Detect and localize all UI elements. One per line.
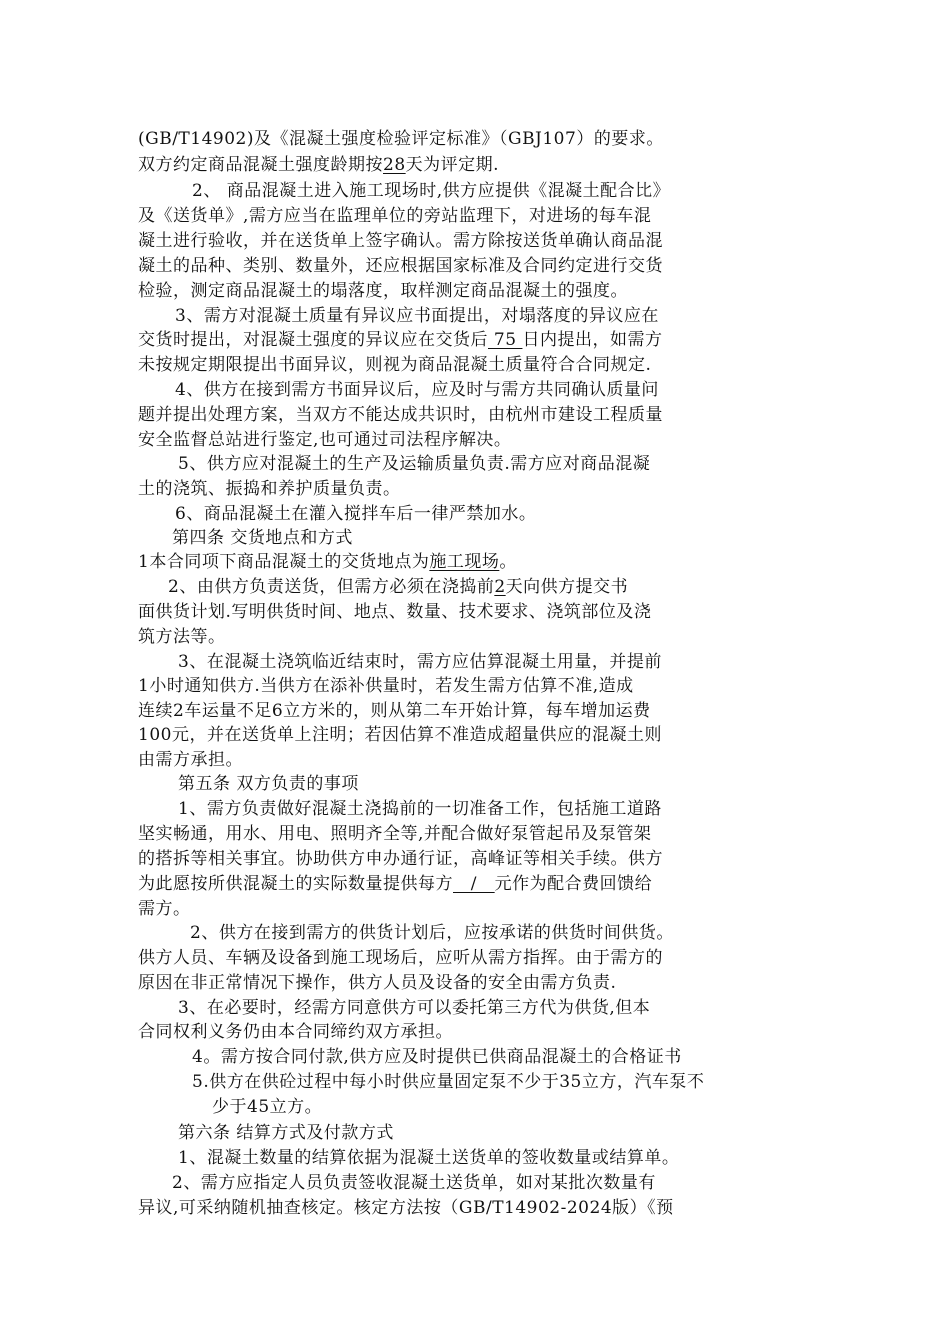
text-line: 4。需方按合同付款,供方应及时提供已供商品混凝土的合格证书 (192, 1047, 682, 1067)
filled-blank: / (453, 874, 495, 894)
text-line: 3、需方对混凝土质量有异议应书面提出，对塌落度的异议应在 (175, 306, 659, 326)
text-line: 供方人员、车辆及设备到施工现场后，应听从需方指挥。由于需方的 (138, 948, 663, 968)
text-line: 连续2车运量不足6立方米的，则从第二车开始计算，每车增加运费 (138, 701, 651, 721)
filled-blank: 75 (488, 330, 523, 350)
text-line: 2、供方在接到需方的供货计划后，应按承诺的供货时间供货。 (190, 923, 674, 943)
text-line (138, 328, 662, 352)
text-run: 。 (499, 552, 517, 572)
text-line: 土的浇筑、振捣和养护质量负责。 (138, 479, 401, 499)
text-line: 3、在必要时，经需方同意供方可以委托第三方代为供货,但本 (178, 998, 651, 1018)
text-line: 面供货计划.写明供货时间、地点、数量、技术要求、浇筑部位及浇 (138, 602, 652, 622)
text-run: 2、由供方负责送货，但需方必须在浇捣前 (168, 577, 495, 597)
text-line: 凝土进行验收，并在送货单上签字确认。需方除按送货单确认商品混 (138, 231, 663, 251)
text-line: 由需方承担。 (138, 750, 243, 770)
text-line: 原因在非正常情况下操作，供方人员及设备的安全由需方负责. (138, 973, 617, 993)
text-line: 坚实畅通，用水、用电、照明齐全等,并配合做好泵管起吊及泵管架 (138, 824, 652, 844)
text-line: 及《送货单》,需方应当在监理单位的旁站监理下，对进场的每车混 (138, 206, 652, 226)
text-line (138, 153, 499, 177)
text-line: 5、供方应对混凝土的生产及运输质量负责.需方应对商品混凝 (178, 454, 651, 474)
text-run: 1本合同项下商品混凝土的交货地点为 (138, 552, 430, 572)
text-line: 凝土的品种、类别、数量外，还应根据国家标准及合同约定进行交货 (138, 256, 663, 276)
filled-blank: 28 (383, 155, 406, 175)
text-line: 6、商品混凝土在灌入搅拌车后一律严禁加水。 (175, 504, 537, 524)
filled-blank: 2 (494, 577, 506, 597)
text-line (138, 872, 652, 896)
text-line: (GB/T14902)及《混凝土强度检验评定标准》（GBJ107）的要求。 (138, 129, 664, 149)
text-line: 的搭拆等相关事宜。协助供方申办通行证，高峰证等相关手续。供方 (138, 849, 663, 869)
text-line: 4、供方在接到需方书面异议后，应及时与需方共同确认质量问 (175, 380, 659, 400)
text-line: 需方。 (138, 899, 191, 919)
filled-blank: 施工现场 (429, 552, 500, 572)
section-heading: 第五条 双方负责的事项 (178, 774, 359, 794)
text-line: 2、 商品混凝土进入施工现场时,供方应提供《混凝土配合比》 (192, 181, 671, 201)
text-line: 题并提出处理方案，当双方不能达成共识时，由杭州市建设工程质量 (138, 405, 663, 425)
text-line: 安全监督总站进行鉴定,也可通过司法程序解决。 (138, 430, 512, 450)
text-line: 检验，测定商品混凝土的塌落度，取样测定商品混凝土的强度。 (138, 281, 628, 301)
text-line: 2、需方应指定人员负责签收混凝土送货单，如对某批次数量有 (172, 1173, 656, 1193)
text-line (138, 550, 517, 574)
text-run: 天向供方提交书 (505, 577, 629, 597)
text-line: 3、在混凝土浇筑临近结束时，需方应估算混凝土用量，并提前 (178, 652, 662, 672)
text-run: 交货时提出，对混凝土强度的异议应在交货后 (138, 330, 488, 350)
text-run: 元作为配合费回馈给 (494, 874, 653, 894)
text-line: 1小时通知供方.当供方在添补供量时，若发生需方估算不准,造成 (138, 676, 634, 696)
text-line: 100元，并在送货单上注明；若因估算不准造成超量供应的混凝土则 (138, 725, 662, 745)
text-line: 5.供方在供砼过程中每小时供应量固定泵不少于35立方，汽车泵不 (192, 1072, 705, 1092)
text-line: 1、混凝土数量的结算依据为混凝土送货单的签收数量或结算单。 (178, 1148, 680, 1168)
text-line: 未按规定期限提出书面异议，则视为商品混凝土质量符合合同规定. (138, 355, 652, 375)
text-run: 日内提出，如需方 (522, 330, 663, 350)
text-line: 筑方法等。 (138, 627, 226, 647)
text-line (168, 575, 628, 599)
text-run: 双方约定商品混凝土强度龄期按 (138, 155, 383, 175)
text-line: 1、需方负责做好混凝土浇捣前的一切准备工作，包括施工道路 (178, 799, 662, 819)
text-line: 合同权利义务仍由本合同缔约双方承担。 (138, 1022, 453, 1042)
text-run: 为此愿按所供混凝土的实际数量提供每方 (138, 874, 453, 894)
text-run: 天为评定期. (405, 155, 500, 175)
text-line: 异议,可采纳随机抽查核定。核定方法按（GB/T14902-2024版）《预 (138, 1198, 674, 1218)
section-heading: 第四条 交货地点和方式 (172, 528, 353, 548)
text-line: 少于45立方。 (212, 1097, 323, 1117)
section-heading: 第六条 结算方式及付款方式 (178, 1123, 394, 1143)
